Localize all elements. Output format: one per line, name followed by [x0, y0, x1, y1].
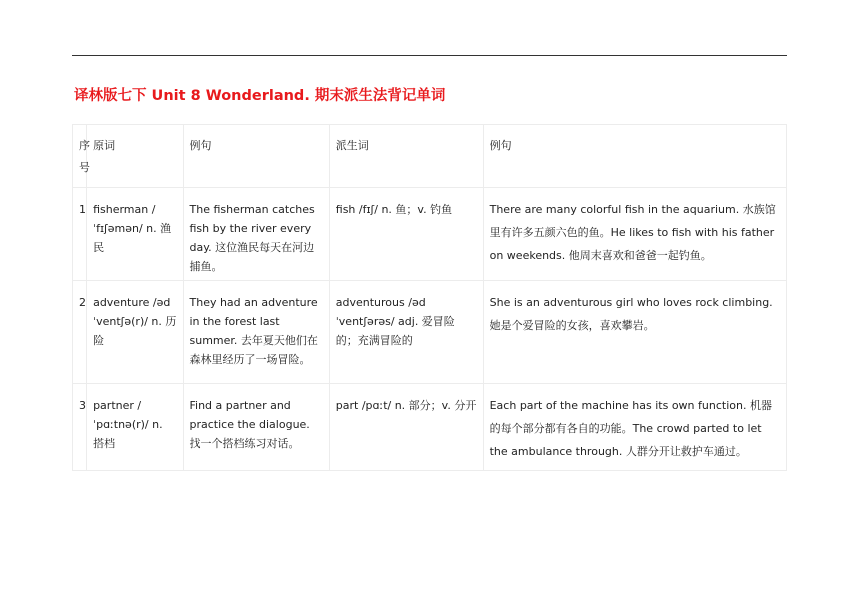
table-row: [73, 188, 787, 281]
vocabulary-table: [72, 124, 787, 471]
cell-derived: fish /fɪʃ/ n. 鱼；v. 钓鱼: [329, 188, 483, 281]
table-header-row: [73, 125, 787, 188]
cell-word: adventure /ədˈventʃə(r)/ n. 历险: [87, 281, 183, 384]
table-row: [73, 384, 787, 471]
cell-example: The fisherman catches fish by the river every day. 这位渔民每天在河边捕鱼。: [183, 188, 329, 281]
header-derived-example: 例句: [483, 125, 786, 188]
header-example: 例句: [183, 125, 329, 188]
cell-derived-example: Each part of the machine has its own function. 机器的每个部分都有各自的功能。The crowd parted to let the ambulance through. 人群分开让救护车通过。: [483, 384, 786, 471]
header-word: 原词: [87, 125, 183, 188]
header-rule: [72, 55, 787, 56]
header-no: 序号: [73, 125, 87, 188]
cell-derived-example: There are many colorful fish in the aquarium. 水族馆里有许多五颜六色的鱼。He likes to fish with his father on weekends. 他周末喜欢和爸爸一起钓鱼。: [483, 188, 786, 281]
cell-derived: part /pɑːt/ n. 部分；v. 分开: [329, 384, 483, 471]
cell-word: fisherman /ˈfɪʃəmən/ n. 渔民: [87, 188, 183, 281]
cell-no: 2: [73, 281, 87, 384]
cell-word: partner /ˈpɑːtnə(r)/ n. 搭档: [87, 384, 183, 471]
cell-derived-example: She is an adventurous girl who loves rock climbing. 她是个爱冒险的女孩，喜欢攀岩。: [483, 281, 786, 384]
header-derived: 派生词: [329, 125, 483, 188]
cell-example: They had an adventure in the forest last summer. 去年夏天他们在森林里经历了一场冒险。: [183, 281, 329, 384]
document-title: 译林版七下 Unit 8 Wonderland. 期末派生法背记单词: [74, 88, 446, 104]
cell-no: 3: [73, 384, 87, 471]
cell-example: Find a partner and practice the dialogue. 找一个搭档练习对话。: [183, 384, 329, 471]
cell-no: 1: [73, 188, 87, 281]
cell-derived: adventurous /ədˈventʃərəs/ adj. 爱冒险的；充满冒险的: [329, 281, 483, 384]
table-row: [73, 281, 787, 384]
